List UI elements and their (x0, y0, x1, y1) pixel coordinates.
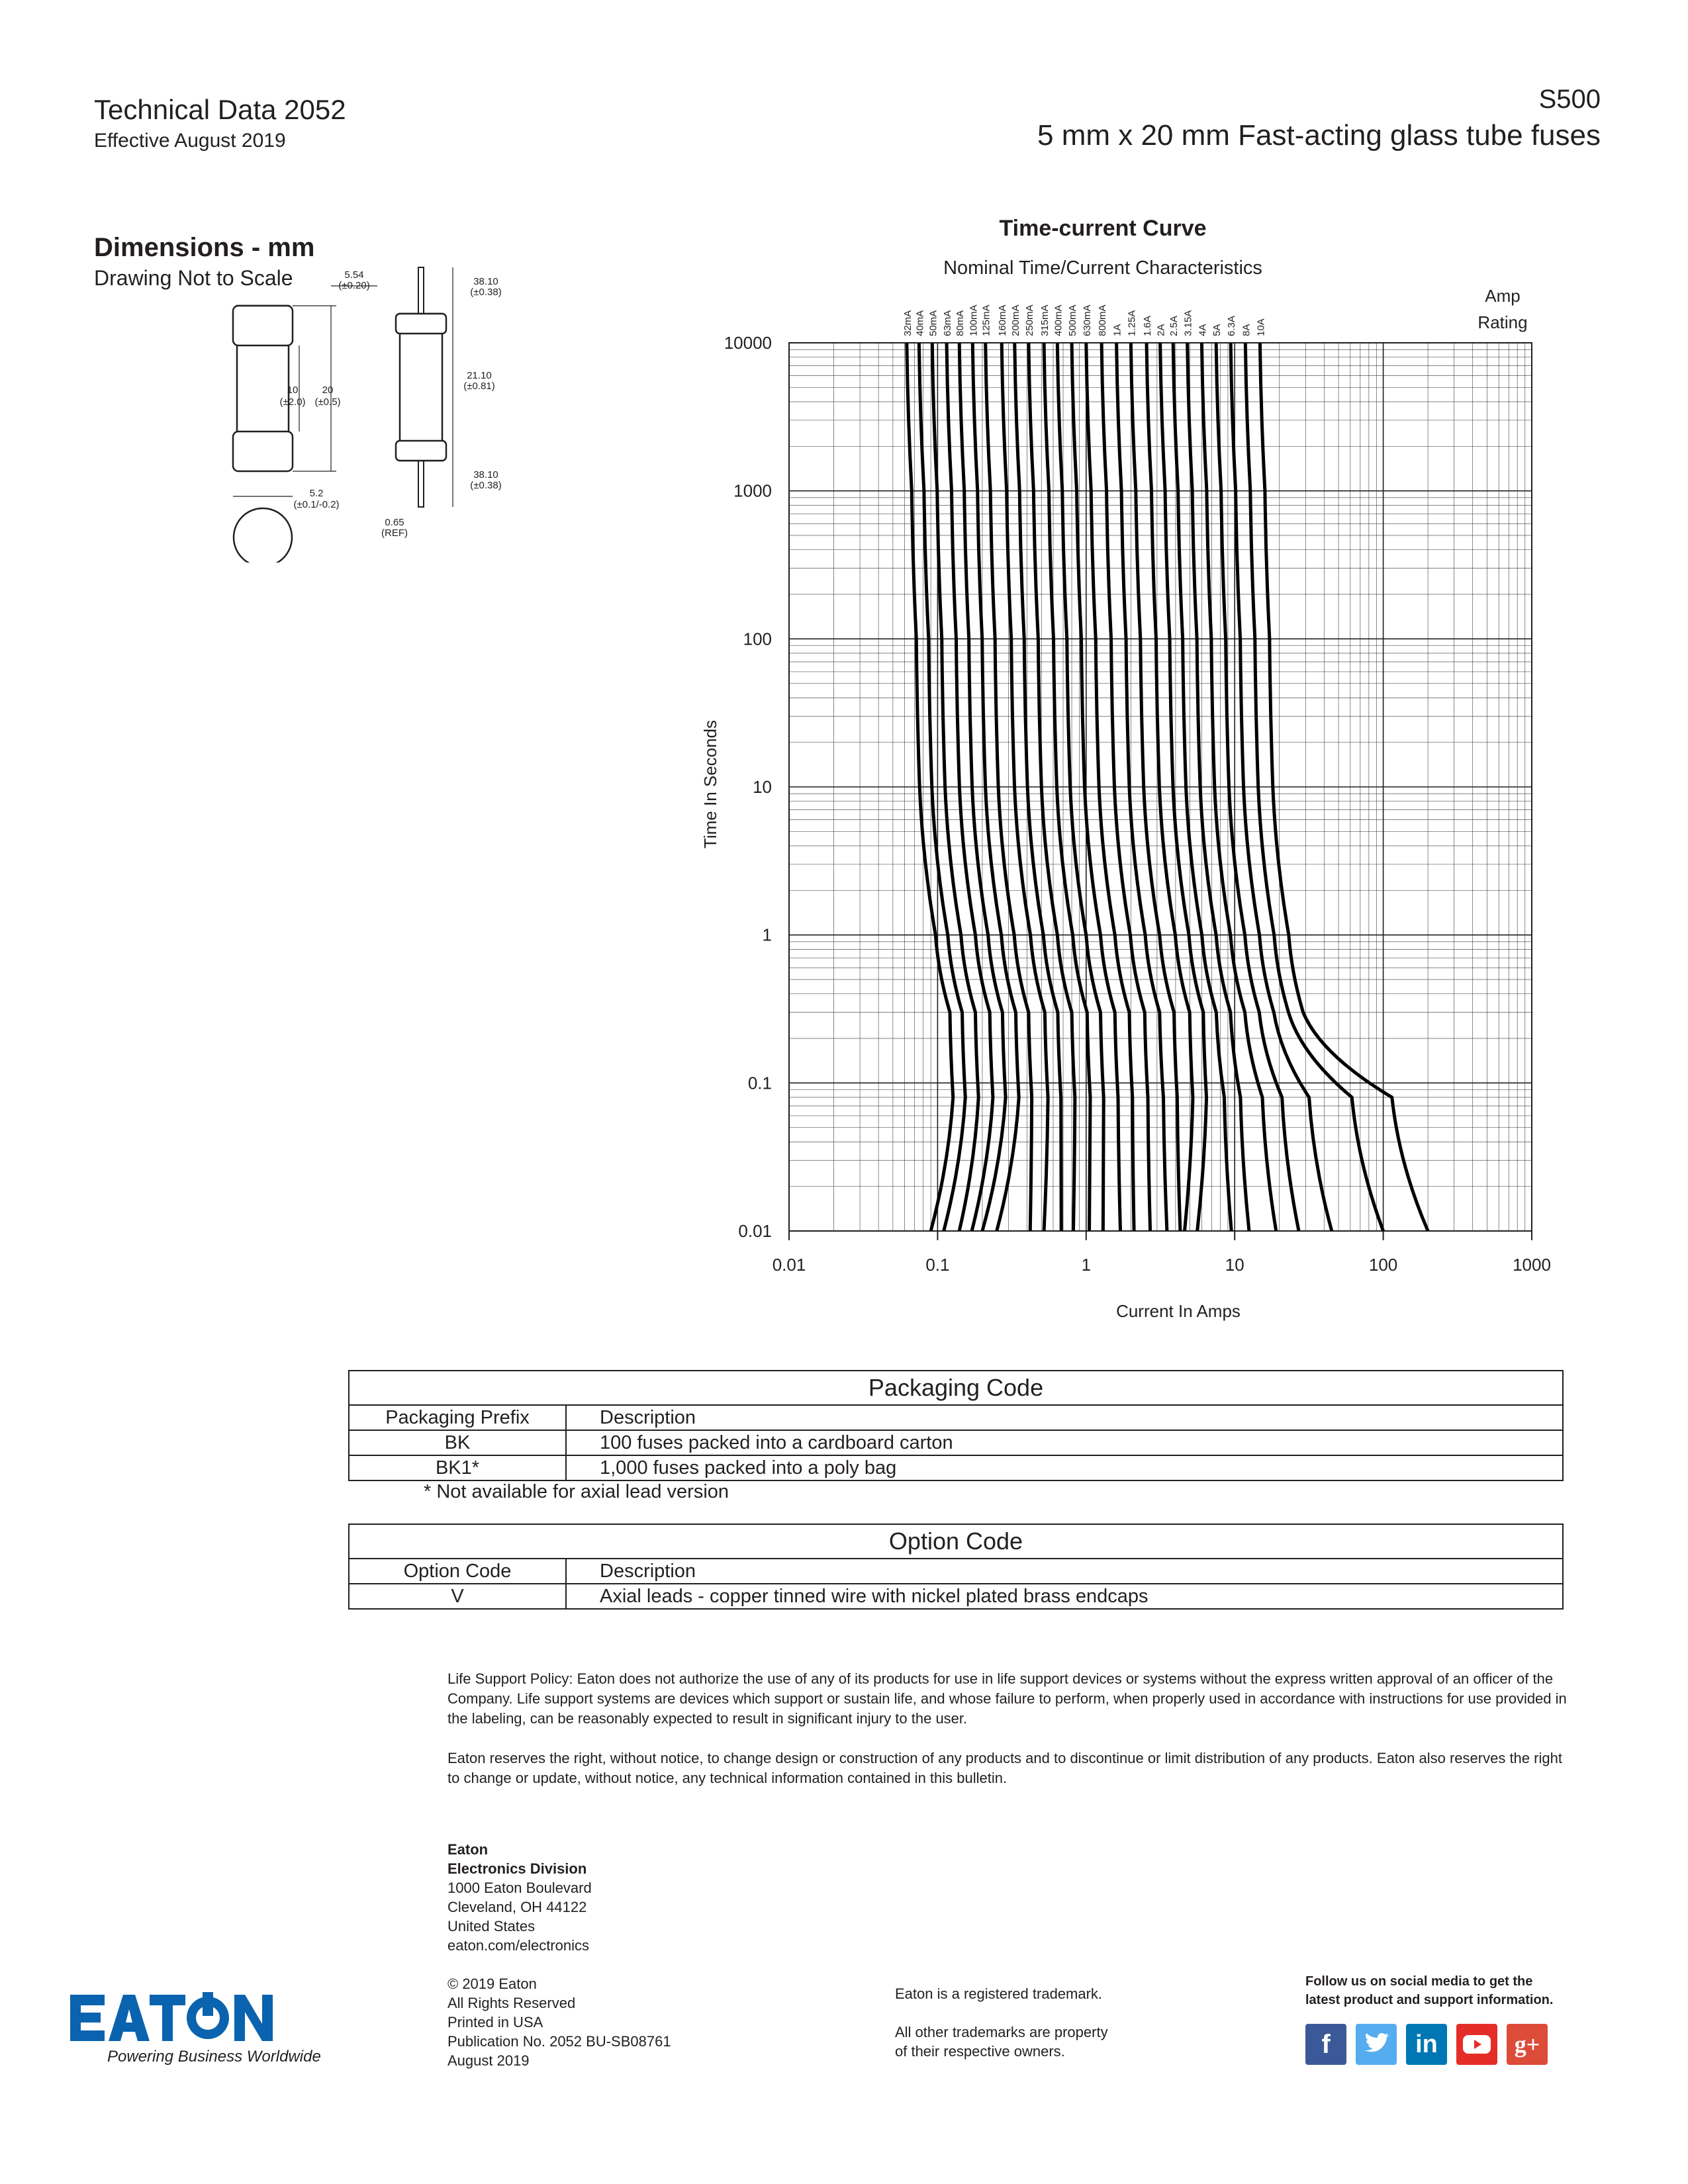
rating-label: 63mA (942, 310, 954, 336)
y-tick-label: 1000 (733, 480, 772, 501)
doc-header-label: Technical Data 2052 (94, 94, 346, 125)
dim-5-2-tol: (±0.1/-0.2) (293, 499, 340, 510)
rating-label: 1A (1111, 324, 1123, 336)
packaging-code-table (348, 1370, 1564, 1481)
rating-label: 100mA (968, 304, 980, 336)
table-cell: 1,000 fuses packed into a poly bag (566, 1455, 1563, 1480)
googleplus-icon[interactable]: g+ (1507, 2024, 1548, 2065)
dim-lead-bottom: 38.10 (473, 469, 498, 480)
rating-label: 80mA (955, 310, 966, 336)
chart-subtitle: Nominal Time/Current Characteristics (943, 257, 1262, 279)
col-header: Description (566, 1405, 1563, 1430)
dim-body: 21.10 (467, 370, 492, 381)
effective-date: Effective August 2019 (94, 130, 286, 152)
rating-label: 250mA (1023, 304, 1035, 336)
y-axis-label: Time In Seconds (700, 719, 720, 849)
rating-label: 500mA (1067, 304, 1079, 336)
table-row (349, 1455, 1563, 1480)
dim-lead-dia-ref: (REF) (381, 527, 408, 539)
y-tick-label: 0.1 (747, 1073, 772, 1093)
option-code-table (348, 1524, 1564, 1610)
rating-label: 40mA (914, 310, 926, 336)
y-tick-label: 1 (762, 925, 772, 945)
table-cell: BK (349, 1430, 566, 1455)
table-row (349, 1584, 1563, 1609)
rating-label: 6.3A (1226, 316, 1238, 336)
table-header-row (349, 1405, 1563, 1430)
rating-label: 400mA (1053, 304, 1064, 336)
rating-label: 315mA (1039, 304, 1051, 336)
dim-5-54-tol: (±0.20) (338, 280, 370, 291)
dim-10: 10 (287, 385, 299, 396)
company-address: Eaton Electronics Division 1000 Eaton Boulevard Cleveland, OH 44122 United States eaton.com/electronics (447, 1841, 592, 1954)
dim-20: 20 (322, 385, 334, 396)
x-tick-label: 10 (1225, 1255, 1244, 1275)
rating-label: 160mA (997, 304, 1009, 336)
time-current-chart (688, 205, 1562, 1330)
y-tick-label: 10 (753, 777, 772, 797)
x-axis-label: Current In Amps (1116, 1301, 1241, 1321)
dim-lead-top-tol: (±0.38) (470, 287, 502, 298)
dim-10-tol: (±2.0) (279, 396, 306, 408)
dim-20-tol: (±0.5) (314, 396, 341, 408)
rating-label: 8A (1241, 324, 1252, 336)
option-title: Option Code (349, 1524, 1563, 1559)
rating-label: 4A (1197, 324, 1209, 336)
y-tick-label: 10000 (724, 333, 772, 353)
x-tick-label: 0.1 (925, 1255, 950, 1275)
dim-lead-top: 38.10 (473, 276, 498, 287)
rating-label: 1.6A (1142, 316, 1154, 336)
table-cell: V (349, 1584, 566, 1609)
social-callout: Follow us on social media to get the latest product and support information. (1305, 1974, 1554, 2007)
dim-body-tol: (±0.81) (463, 381, 495, 392)
table-cell: BK1* (349, 1455, 566, 1480)
x-tick-label: 1 (1081, 1255, 1092, 1275)
x-tick-label: 1000 (1513, 1255, 1551, 1275)
table-cell: Axial leads - copper tinned wire with nickel plated brass endcaps (566, 1584, 1563, 1609)
dim-lead-bottom-tol: (±0.38) (470, 480, 502, 491)
legend-title-1: Amp (1485, 286, 1521, 306)
twitter-icon[interactable] (1356, 2024, 1397, 2065)
rating-label: 800mA (1097, 304, 1109, 336)
eaton-logo (70, 1992, 308, 2045)
rating-label: 630mA (1081, 304, 1093, 336)
chart-title: Time-current Curve (999, 216, 1207, 241)
product-code: S500 (1538, 85, 1601, 114)
reserves-notice: Eaton reserves the right, without notice, to change design or construction of any products and to discontinue or limit distribution of any products. Eaton also reserves the right to change or update, without notice, any technical information contained in this bulletin. (447, 1750, 1562, 1786)
rating-label: 1.25A (1126, 310, 1138, 336)
packaging-title: Packaging Code (349, 1371, 1563, 1405)
rating-label: 5A (1211, 324, 1223, 336)
rating-label: 32mA (902, 310, 914, 336)
dimensions-title: Dimensions - mm (94, 233, 315, 262)
rating-label: 50mA (927, 310, 939, 336)
x-tick-label: 100 (1368, 1255, 1398, 1275)
dim-lead-dia: 0.65 (385, 517, 404, 528)
rating-label: 10A (1255, 318, 1267, 336)
dimensions-subtitle: Drawing Not to Scale (94, 266, 293, 290)
linkedin-icon[interactable]: in (1406, 2024, 1447, 2065)
copyright-block: © 2019 Eaton All Rights Reserved Printed in USA Publication No. 2052 BU-SB08761 August 2019 (447, 1976, 671, 2069)
legend-title-2: Rating (1477, 312, 1528, 332)
table-row (349, 1430, 1563, 1455)
dimension-drawing (218, 258, 536, 563)
y-tick-label: 100 (743, 629, 772, 649)
trademark-block: Eaton is a registered trademark. All other trademarks are property of their respective owners. (895, 1985, 1108, 2060)
col-header: Description (566, 1559, 1563, 1584)
rating-label: 125mA (980, 304, 992, 336)
col-header: Packaging Prefix (349, 1405, 566, 1430)
company-website[interactable]: eaton.com/electronics (447, 1937, 589, 1954)
product-title: 5 mm x 20 mm Fast-acting glass tube fuses (1037, 119, 1601, 152)
rating-label: 2A (1155, 324, 1167, 336)
youtube-icon[interactable] (1456, 2024, 1497, 2065)
brand-tagline: Powering Business Worldwide (107, 2048, 321, 2066)
col-header: Option Code (349, 1559, 566, 1584)
life-support-policy: Life Support Policy: Eaton does not authorize the use of any of its products for use in life support devices or systems without the express written approval of an officer of the Company. Life support systems are devices which support or sustain life, and whose failure to perform, when properly used in accordance with instructions for use provided in the labeling, can be reasonably expected to result in significant injury to the user. (447, 1670, 1567, 1727)
table-cell: 100 fuses packed into a cardboard carton (566, 1430, 1563, 1455)
x-tick-label: 0.01 (772, 1255, 806, 1275)
table-header-row (349, 1559, 1563, 1584)
dim-5-54: 5.54 (344, 269, 364, 281)
y-tick-label: 0.01 (738, 1221, 772, 1241)
rating-label: 2.5A (1168, 316, 1180, 336)
rating-label: 200mA (1009, 304, 1021, 336)
facebook-icon[interactable]: f (1305, 2024, 1346, 2065)
packaging-note: * Not available for axial lead version (424, 1481, 729, 1502)
dim-5-2: 5.2 (309, 488, 324, 499)
rating-label: 3.15A (1182, 310, 1194, 336)
